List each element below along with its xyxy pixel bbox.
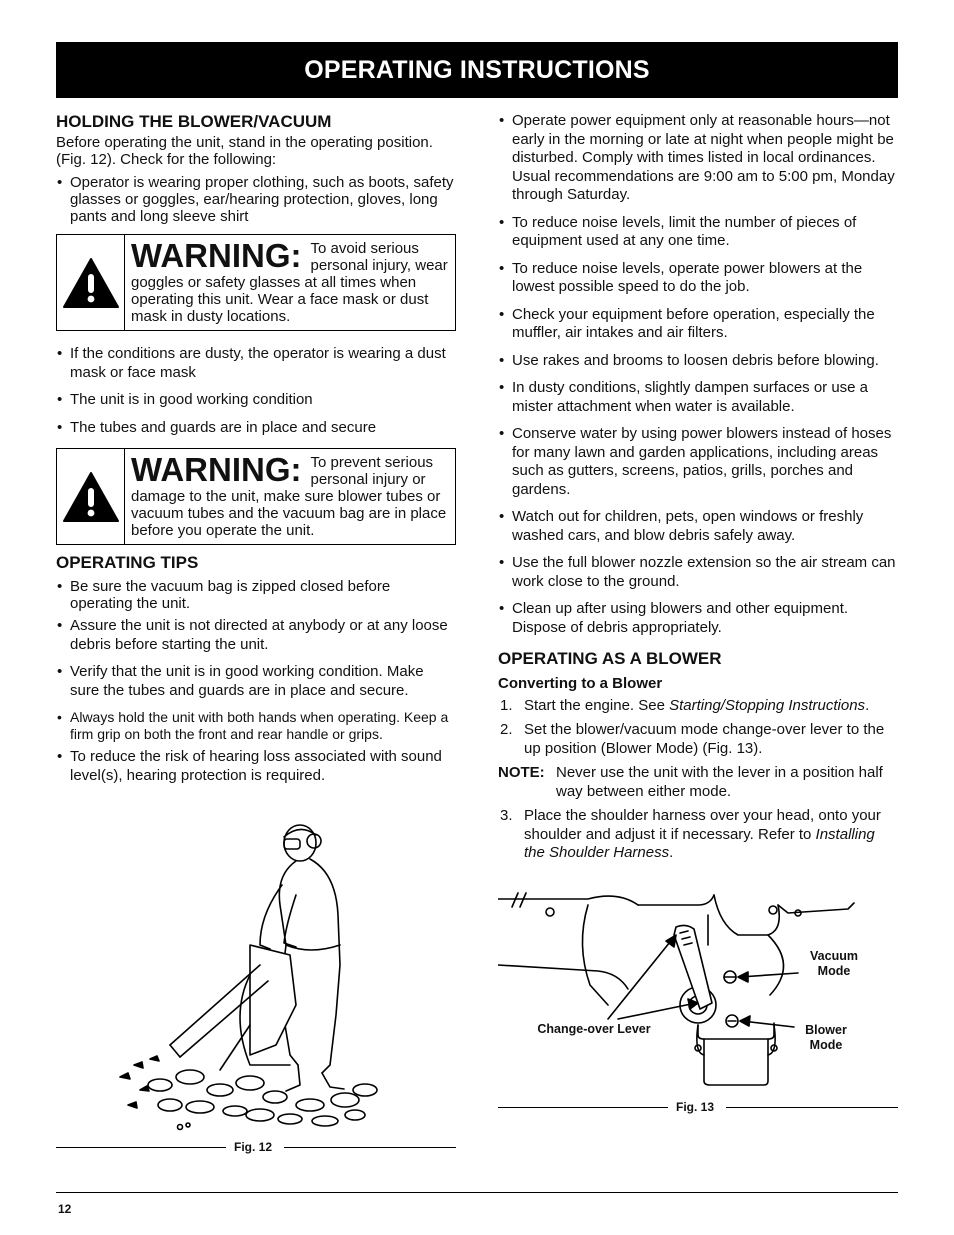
list-item: • Watch out for children, pets, open windows or freshly washed cars, and blow debris safely away. [498, 508, 898, 545]
list-item: • The unit is in good working condition [56, 391, 456, 410]
caption-rule [498, 1107, 668, 1108]
list-item: • Assure the unit is not directed at anybody or at any loose debris before starting the unit. [56, 617, 456, 654]
list-item: • To reduce noise levels, limit the number of pieces of equipment used at any one time. [498, 214, 898, 251]
list-item: • The tubes and guards are in place and secure [56, 419, 456, 438]
step-3: 3. Place the shoulder harness over your head, onto your shoulder and adjust it if necessary. Refer to Installing the Shoulder Harness. [500, 807, 881, 861]
fig-12-caption [56, 1140, 456, 1154]
right-tips-list [498, 112, 898, 637]
footer-rule [56, 1192, 898, 1193]
caption-rule [284, 1147, 456, 1148]
warning-1-body [125, 235, 455, 330]
step-1: 1. Start the engine. See Starting/Stopping Instructions. [500, 696, 870, 714]
warning-1-text: To avoid serious personal injury, wear goggles or safety glasses at all times when operating this unit. Wear a face mask or dust mask in dusty locations. [131, 240, 448, 325]
note-label: NOTE: [498, 764, 545, 781]
step-1-reference: Starting/Stopping Instructions [669, 696, 866, 714]
list-item: • Check your equipment before operation, especially the muffler, air intakes and air filters. [498, 306, 898, 343]
warning-triangle-icon [57, 449, 125, 544]
blower-steps [498, 697, 898, 759]
page-number: 12 [58, 1202, 72, 1216]
tips-heading: OPERATING TIPS [56, 553, 199, 572]
fig-13-illustration [498, 885, 898, 1090]
change-over-lever-label: Change-over Lever [537, 1022, 651, 1036]
fig-13-label: Fig. 13 [676, 1100, 715, 1114]
caption-rule [726, 1107, 898, 1108]
list-item: • In dusty conditions, slightly dampen surfaces or use a mister attachment when water is available. [498, 379, 898, 416]
fig-13-caption [498, 1100, 898, 1114]
list-item: • Always hold the unit with both hands when operating. Keep a firm grip on both the front and rear handle or grips. [56, 709, 456, 743]
list-item: • To reduce noise levels, operate power blowers at the lowest possible speed to do the job. [498, 260, 898, 297]
fig-12-label: Fig. 12 [234, 1140, 273, 1154]
caption-rule [56, 1147, 226, 1148]
list-item: • Conserve water by using power blowers instead of hoses for many lawn and garden applications, including areas such as gutters, screens, patios, grills, porches and gardens. [498, 425, 898, 499]
list-item: • Verify that the unit is in good working condition. Make sure the tubes and guards are in place and secure. [56, 663, 456, 700]
list-item: • To reduce the risk of hearing loss associated with sound level(s), hearing protection is required. [56, 748, 456, 785]
warning-triangle-icon [57, 235, 125, 330]
holding-list-b [56, 345, 456, 437]
blower-heading: OPERATING AS A BLOWER [498, 649, 722, 668]
blower-mode-label: Blower Mode [805, 1023, 847, 1052]
warning-box-2 [56, 448, 456, 545]
blower-subheading: Converting to a Blower [498, 675, 663, 692]
list-item: • If the conditions are dusty, the operator is wearing a dust mask or face mask [56, 345, 456, 382]
step-2: 2. Set the blower/vacuum mode change-over lever to the up position (Blower Mode) (Fig. 13). [500, 721, 885, 757]
warning-2-title: WARNING: [131, 451, 302, 488]
step-3-reference: Installing the Shoulder Harness [524, 825, 875, 861]
warning-2-body [125, 449, 455, 544]
list-item: • Operator is wearing proper clothing, such as boots, safety glasses or goggles, ear/hearing protection, gloves, long pants and long sleeve shirt [56, 174, 456, 225]
note-text: Never use the unit with the lever in a position half way between either mode. [556, 764, 883, 800]
list-item: • Use rakes and brooms to loosen debris before blowing. [498, 352, 898, 371]
holding-list-a [56, 174, 456, 225]
warning-1-title: WARNING: [131, 237, 302, 274]
section-title: OPERATING INSTRUCTIONS [304, 55, 650, 84]
warning-box-1 [56, 234, 456, 331]
left-column [56, 112, 456, 794]
note [498, 764, 898, 801]
list-item: • Be sure the vacuum bag is zipped closed before operating the unit. [56, 578, 456, 612]
tips-list [56, 578, 456, 785]
fig-12-illustration [100, 815, 400, 1135]
warning-2-text: To prevent serious personal injury or damage to the unit, make sure blower tubes or vacuum tubes and the vacuum bag are in place before you operate the unit. [131, 454, 447, 539]
list-item: • Clean up after using blowers and other equipment. Dispose of debris appropriately. [498, 600, 898, 637]
holding-intro: Before operating the unit, stand in the operating position. (Fig. 12). Check for the following: [56, 134, 433, 168]
list-item: • Operate power equipment only at reasonable hours—not early in the morning or late at night when people might be disturbed. Comply with times listed in local ordinances. Usual recommendations are 9:00 am to 5:00 pm, Monday through Saturday. [498, 112, 898, 205]
right-column [498, 112, 898, 869]
list-item: • Use the full blower nozzle extension so the air stream can work close to the ground. [498, 554, 898, 591]
section-banner [56, 42, 898, 98]
blower-steps-cont [498, 807, 898, 863]
vacuum-mode-label: Vacuum Mode [810, 949, 858, 978]
holding-heading: HOLDING THE BLOWER/VACUUM [56, 112, 332, 131]
